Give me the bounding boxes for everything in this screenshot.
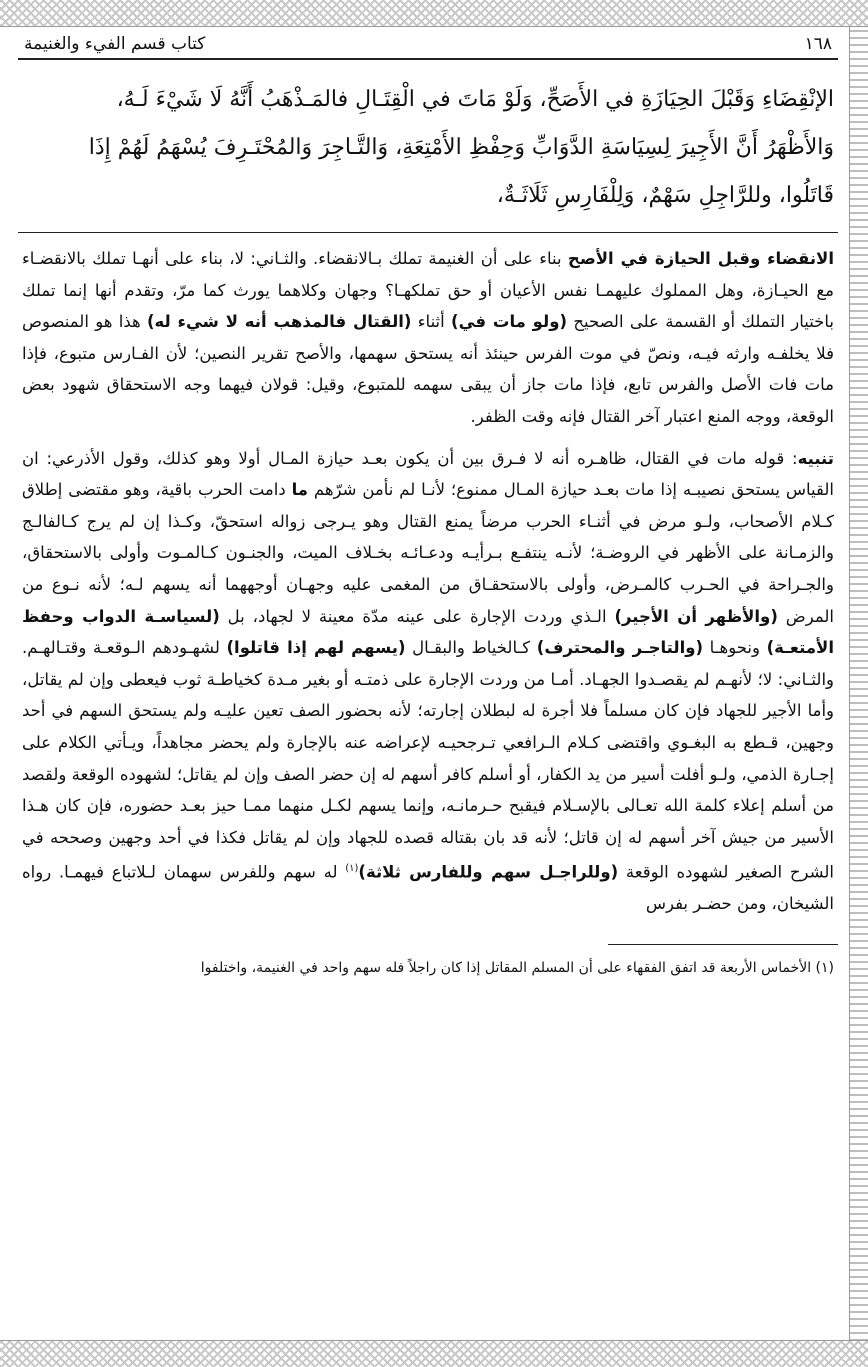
section-divider <box>18 232 838 233</box>
matn-line-3: قَاتَلُوا، وللرَّاجِلِ سَهْمٌ، وَلِلْفَارِسِ ثَلَاثَـةٌ، <box>496 183 834 208</box>
quoted-matn: (يسهم لهم إذا قاتلوا) <box>226 638 406 658</box>
quoted-matn: (القتال فالمذهب أنه لا شيء له) <box>147 312 412 332</box>
matn-line-1: الإنْقِضَاءِ وَقَبْلَ الحِيَازَةِ في الأَصَحِّ، وَلَوْ مَاتَ في الْقِتَـالِ فالمَـذْهَبُ أَنَّهُ لَا شَيْءَ لَـهُ، <box>116 87 834 112</box>
footnote-reference[interactable]: (١) <box>345 863 359 875</box>
matn-text <box>22 76 834 220</box>
commentary-paragraph-1 <box>22 243 834 433</box>
quoted-matn: (والتاجـر والمحترف) <box>536 638 704 658</box>
footnote-separator-wrap <box>18 930 838 955</box>
running-header <box>18 30 838 60</box>
commentary-span: دامت الحرب باقية، وهو مقتضى إطلاق كـلام الأصحاب، ولـو مرض في أثنـاء الحرب مرضاً يمنع القتال وهو يـرجى زواله استحقّ، وكـذا إن لم يرج كـالفالـج والزمـانة على الأظهر في الروضـة؛ لأنـه ينتفـع بـرأيـه ودعـائـه بخـلاف الميت، والجنـون كـالمـوت وأولى بالاستحقاق، والجـراحة في الحـرب كالمـرض، وأولى بالاستحقـاق من المغمى عليه وجهـان أوجههما أنه يسهم لـه؛ لأنه نـوع من المرض <box>22 480 834 626</box>
footnote: (١) الأخماس الأربعة قد اتفق الفقهاء على أن المسلم المقاتل إذا كان راجلاً فله سهم واحد في الغنيمة، واختلفوا <box>200 959 834 976</box>
quoted-word: ما <box>291 480 308 500</box>
commentary-span: لشهـودهم الـوقعـة وقتـالهـم. والثـاني: لا؛ لأنهـم لم يقصـدوا الجهـاد. أمـا من وردت الإجارة على ذمتـه أو بغير مـدة كخياطـة ثوب فيعطى وإن لم يقاتل، وأما الأجير للجهاد فإن كان مسلماً فلا أجرة له لبطلان إجارته؛ لأنه بحضور الصف تعين عليـه ولم يستحق السهم في أحد وجهين، قـطع به البغـوي واقتضى كـلام الـرافعي تـرجحيـه لإعراضه عنه بالإجارة ولم يحضر مجاهداً، ويـأتي الكلام على إجـارة الذمي، ولـو أفلت أسير من يد الكفار، أو أسلم كافر أسهم له إن حضر الصف وإن لم يقاتل؛ لشهوده الوقعة ولقصد من أسلم إعلاء كلمة الله تعـالى بالإسـلام فيقبح حـرمانـه، وإنما يسهم لكـل منهما ممـا حيز بعـد حضوره، فإن كان هـذا الأسير من جيش آخر أسهم له إن قاتل؛ لأنه قد بان بقتاله قصده للجهاد وإن لم يقاتل فكذا في أحد وجهين وصححه في الشرح الصغير لشهوده الوقعة <box>22 638 834 882</box>
quoted-matn: (لسياسـة الدواب وحفظ الأمتعـة) <box>22 606 834 658</box>
quoted-matn: (ولو مات في) <box>451 312 568 332</box>
ornamental-border-bottom <box>0 1340 868 1367</box>
commentary-span: له سهم وللفرس سهمان لـلاتباع فيهمـا. رواه الشيخان، ومن حضـر بفرس <box>22 862 834 914</box>
commentary-text <box>22 243 834 920</box>
commentary-span: : قوله مات في القتال، ظاهـره أنه لا فـرق بين أن يكون بعـد حيازة المـال أولا وهو كذلك، وقول الأذرعي: ان القياس يستحق نصيبـه إذا مات بعـد حيازة المـال ممنوع؛ لأنـا لم نأمن شرّهم <box>22 448 834 500</box>
quoted-matn: الانقضاء وقبل الحيازة في الأصح <box>567 249 834 268</box>
matn-line-2: وَالأَظْهَرُ أَنَّ الأَجِيرَ لِسِيَاسَةِ الدَّوَابِّ وَحِفْظِ الأَمْتِعَةِ، وَالتَّـاجِرَ وَالمُحْتَـرِفَ يُسْهَمُ لَهُمْ إِذَا <box>88 135 834 160</box>
commentary-span: هذا هو المنصوص فلا يخلفـه وارثه فيـه، ونصّ في موت الفرس حينئذ أنه يستحق سهمها، والأصح تقرير النصين؛ لأن الفـارس متبوع، فإذا مات فات الأصل والفرس تابع، فإذا مات جاز أن يبقى سهمه للمتبوع، وقيل: قولان فيهما وجه الاستحقاق شهود بعض الوقعة، ووجه المنع اعتبار آخر القتال فإنه وقت الظفر. <box>22 312 834 426</box>
commentary-paragraph-2 <box>22 443 834 920</box>
ornamental-border-top <box>0 0 868 27</box>
note-label: تنبيه <box>797 448 834 468</box>
commentary-span: أثناء <box>411 312 452 332</box>
book-page <box>18 30 838 981</box>
quoted-matn: (والأظهر أن الأجير) <box>614 606 778 626</box>
commentary-span: بناء على أن الغنيمة تملك بـالانقضاء. والثـاني: لا، بناء على أنهـا تملك بالانقضـاء مع الحيـازة، وهل المملوك عليهمـا نفس الأعيان أو حق تملكهـا؟ وجهان وكلاهما يورث كما مرّ، وتقدم أنها إنما تملك باختيار التملك أو القسمة على الصحيح <box>22 249 835 332</box>
footnote-separator <box>608 944 838 945</box>
quoted-matn: (وللراجـل سهم وللفارس ثلاثة) <box>358 862 619 882</box>
commentary-span: ونحوهـا <box>703 638 767 658</box>
chapter-title: كتاب قسم الفيء والغنيمة <box>24 34 206 54</box>
commentary-span: كـالخياط والبقـال <box>405 638 537 658</box>
commentary-span: الـذي وردت الإجارة على عينه مدّة معينة لا لجهاد، بل <box>219 606 615 626</box>
ornamental-border-side <box>849 26 868 1341</box>
page-number: ١٦٨ <box>804 34 832 54</box>
